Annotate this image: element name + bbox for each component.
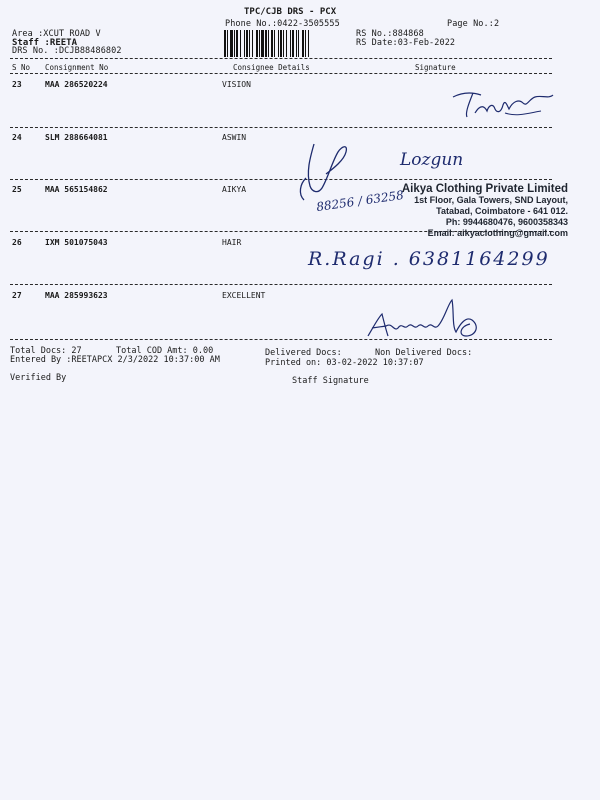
stamp-address-line: Tatabad, Coimbatore - 641 012. xyxy=(436,206,568,216)
column-header-consignment: Consignment No xyxy=(45,63,109,72)
column-header-consignee: Consignee Details xyxy=(233,63,310,72)
rs-date: RS Date:03-Feb-2022 xyxy=(356,38,456,48)
column-header-sno: S No xyxy=(12,63,31,72)
row-consignee: VISION xyxy=(222,80,251,89)
row-sno: 27 xyxy=(12,291,22,300)
document-title: TPC/CJB DRS - PCX xyxy=(244,7,337,17)
row-consignment: MAA 285993623 xyxy=(45,291,108,300)
printed-on: Printed on: 03-02-2022 10:37:07 xyxy=(265,358,424,368)
phone-number: Phone No.:0422-3505555 xyxy=(225,19,340,29)
row-consignment: IXM 501075043 xyxy=(45,238,108,247)
barcode-image xyxy=(224,30,349,57)
handwritten-numbers: 88256 / 63258 xyxy=(315,187,405,215)
area-label: Area :XCUT ROAD V xyxy=(12,29,101,39)
stamp-phone: Ph: 9944680476, 9600358343 xyxy=(445,217,568,227)
row-consignee: AIKYA xyxy=(222,185,247,194)
drs-number: DRS No. :DCJB88486802 xyxy=(12,46,122,56)
row-sno: 25 xyxy=(12,185,22,194)
total-docs: Total Docs: 27 xyxy=(10,346,82,356)
handwritten-phone-note: R.Ragi . 6381164299 xyxy=(308,248,550,270)
stamp-company-name: Aikya Clothing Private Limited xyxy=(401,183,568,195)
non-delivered-docs: Non Delivered Docs: xyxy=(375,348,473,358)
entered-by: Entered By :REETAPCX 2/3/2022 10:37:00 AM xyxy=(10,355,220,365)
divider xyxy=(10,58,552,59)
row-consignee: EXCELLENT xyxy=(222,291,266,300)
row-divider xyxy=(10,284,552,285)
row-sno: 23 xyxy=(12,80,22,89)
row-consignment: MAA 565154862 xyxy=(45,185,108,194)
verified-by: Verified By xyxy=(10,373,67,383)
row-sno: 26 xyxy=(12,238,22,247)
row-divider xyxy=(10,127,552,128)
divider xyxy=(10,73,552,74)
rs-number: RS No.:884868 xyxy=(356,29,424,39)
page-number: Page No.:2 xyxy=(447,19,500,29)
row-sno: 24 xyxy=(12,133,22,142)
row-consignment: MAA 286520224 xyxy=(45,80,108,89)
stamp-address-line: 1st Floor, Gala Towers, SND Layout, xyxy=(414,195,568,205)
signature-excellent xyxy=(362,296,492,346)
total-cod-amount: Total COD Amt: 0.00 xyxy=(116,346,214,356)
row-consignment: SLM 288664081 xyxy=(45,133,108,142)
staff-label: Staff :REETA xyxy=(12,38,78,48)
handwritten-note: Lozgun xyxy=(400,150,464,170)
row-consignee: ASWIN xyxy=(222,133,247,142)
row-divider xyxy=(10,179,552,180)
staff-signature-label: Staff Signature xyxy=(292,376,369,386)
stamp-email: Email: aikyaclothing@gmail.com xyxy=(427,228,568,238)
delivered-docs: Delivered Docs: xyxy=(265,348,342,358)
column-header-signature: Signature xyxy=(415,63,456,72)
row-consignee: HAIR xyxy=(222,238,242,247)
signature-vision xyxy=(445,83,560,123)
company-stamp xyxy=(388,183,568,239)
